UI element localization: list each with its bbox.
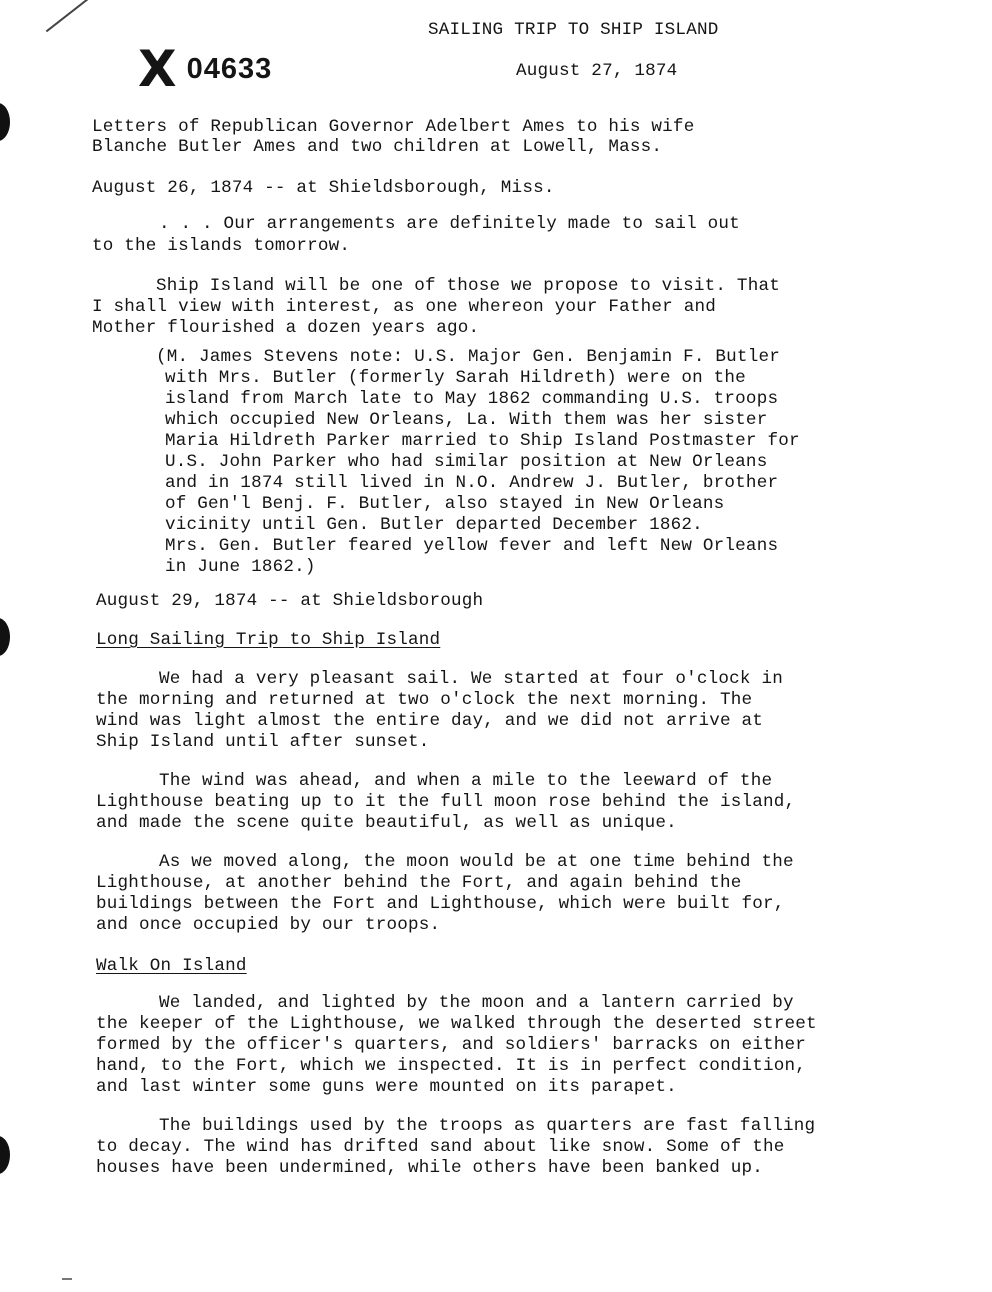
paragraph-line: the morning and returned at two o'clock the next morning. The: [96, 690, 753, 710]
note-line: with Mrs. Butler (formerly Sarah Hildreth) were on the: [165, 368, 746, 388]
section-heading: Walk On Island: [96, 956, 247, 976]
document-date: August 27, 1874: [516, 61, 678, 81]
note-line: U.S. John Parker who had similar position at New Orleans: [165, 452, 768, 472]
paragraph-line: I shall view with interest, as one whereon your Father and: [92, 297, 716, 317]
note-line: and in 1874 still lived in N.O. Andrew J. Butler, brother: [165, 473, 779, 493]
punch-hole-middle: [0, 618, 10, 656]
paragraph-line: Lighthouse beating up to it the full moon rose behind the island,: [96, 792, 796, 812]
document-x-mark: X: [138, 40, 177, 98]
paragraph-line: to the islands tomorrow.: [92, 236, 351, 256]
note-line: (M. James Stevens note: U.S. Major Gen. Benjamin F. Butler: [156, 347, 780, 367]
paragraph-line: wind was light almost the entire day, and we did not arrive at: [96, 711, 763, 731]
paragraph-line: buildings between the Fort and Lighthouse, which were built for,: [96, 894, 785, 914]
document-number-value: 04633: [186, 52, 273, 85]
punch-hole-top: [0, 103, 10, 141]
punch-hole-bottom: [0, 1136, 10, 1174]
paragraph-line: Ship Island until after sunset.: [96, 732, 430, 752]
paragraph-line: formed by the officer's quarters, and soldiers' barracks on either: [96, 1035, 807, 1055]
paragraph-line: We had a very pleasant sail. We started at four o'clock in: [159, 669, 783, 689]
note-line: of Gen'l Benj. F. Butler, also stayed in New Orleans: [165, 494, 725, 514]
letter-date: August 26, 1874 -- at Shieldsborough, Miss.: [92, 178, 555, 198]
paragraph-line: Ship Island will be one of those we propose to visit. That: [156, 276, 780, 296]
paragraph-line: The buildings used by the troops as quarters are fast falling: [159, 1116, 816, 1136]
paragraph-line: Lighthouse, at another behind the Fort, and again behind the: [96, 873, 742, 893]
letter-date: August 29, 1874 -- at Shieldsborough: [96, 591, 484, 611]
document-number: [138, 40, 273, 98]
paragraph-line: the keeper of the Lighthouse, we walked through the deserted street: [96, 1014, 817, 1034]
paragraph-line: and made the scene quite beautiful, as well as unique.: [96, 813, 677, 833]
intro-line: Blanche Butler Ames and two children at Lowell, Mass.: [92, 137, 663, 157]
section-heading: Long Sailing Trip to Ship Island: [96, 630, 441, 650]
paragraph-line: We landed, and lighted by the moon and a lantern carried by: [159, 993, 794, 1013]
paragraph-line: hand, to the Fort, which we inspected. It is in perfect condition,: [96, 1056, 807, 1076]
paragraph-line: The wind was ahead, and when a mile to the leeward of the: [159, 771, 773, 791]
paragraph-line: Mother flourished a dozen years ago.: [92, 318, 480, 338]
scan-speck: [62, 1278, 72, 1280]
note-line: vicinity until Gen. Butler departed December 1862.: [165, 515, 703, 535]
note-line: which occupied New Orleans, La. With them was her sister: [165, 410, 768, 430]
paragraph-line: houses have been undermined, while others have been banked up.: [96, 1158, 763, 1178]
paragraph-line: . . . Our arrangements are definitely made to sail out: [159, 214, 740, 234]
pen-mark: [46, 0, 95, 32]
paragraph-line: and last winter some guns were mounted on its parapet.: [96, 1077, 677, 1097]
paragraph-line: to decay. The wind has drifted sand about like snow. Some of the: [96, 1137, 785, 1157]
note-line: Mrs. Gen. Butler feared yellow fever and left New Orleans: [165, 536, 779, 556]
paragraph-line: As we moved along, the moon would be at one time behind the: [159, 852, 794, 872]
note-line: Maria Hildreth Parker married to Ship Island Postmaster for: [165, 431, 800, 451]
note-line: in June 1862.): [165, 557, 316, 577]
paragraph-line: and once occupied by our troops.: [96, 915, 441, 935]
document-title: SAILING TRIP TO SHIP ISLAND: [428, 20, 719, 40]
note-line: island from March late to May 1862 commanding U.S. troops: [165, 389, 779, 409]
intro-line: Letters of Republican Governor Adelbert Ames to his wife: [92, 117, 695, 137]
